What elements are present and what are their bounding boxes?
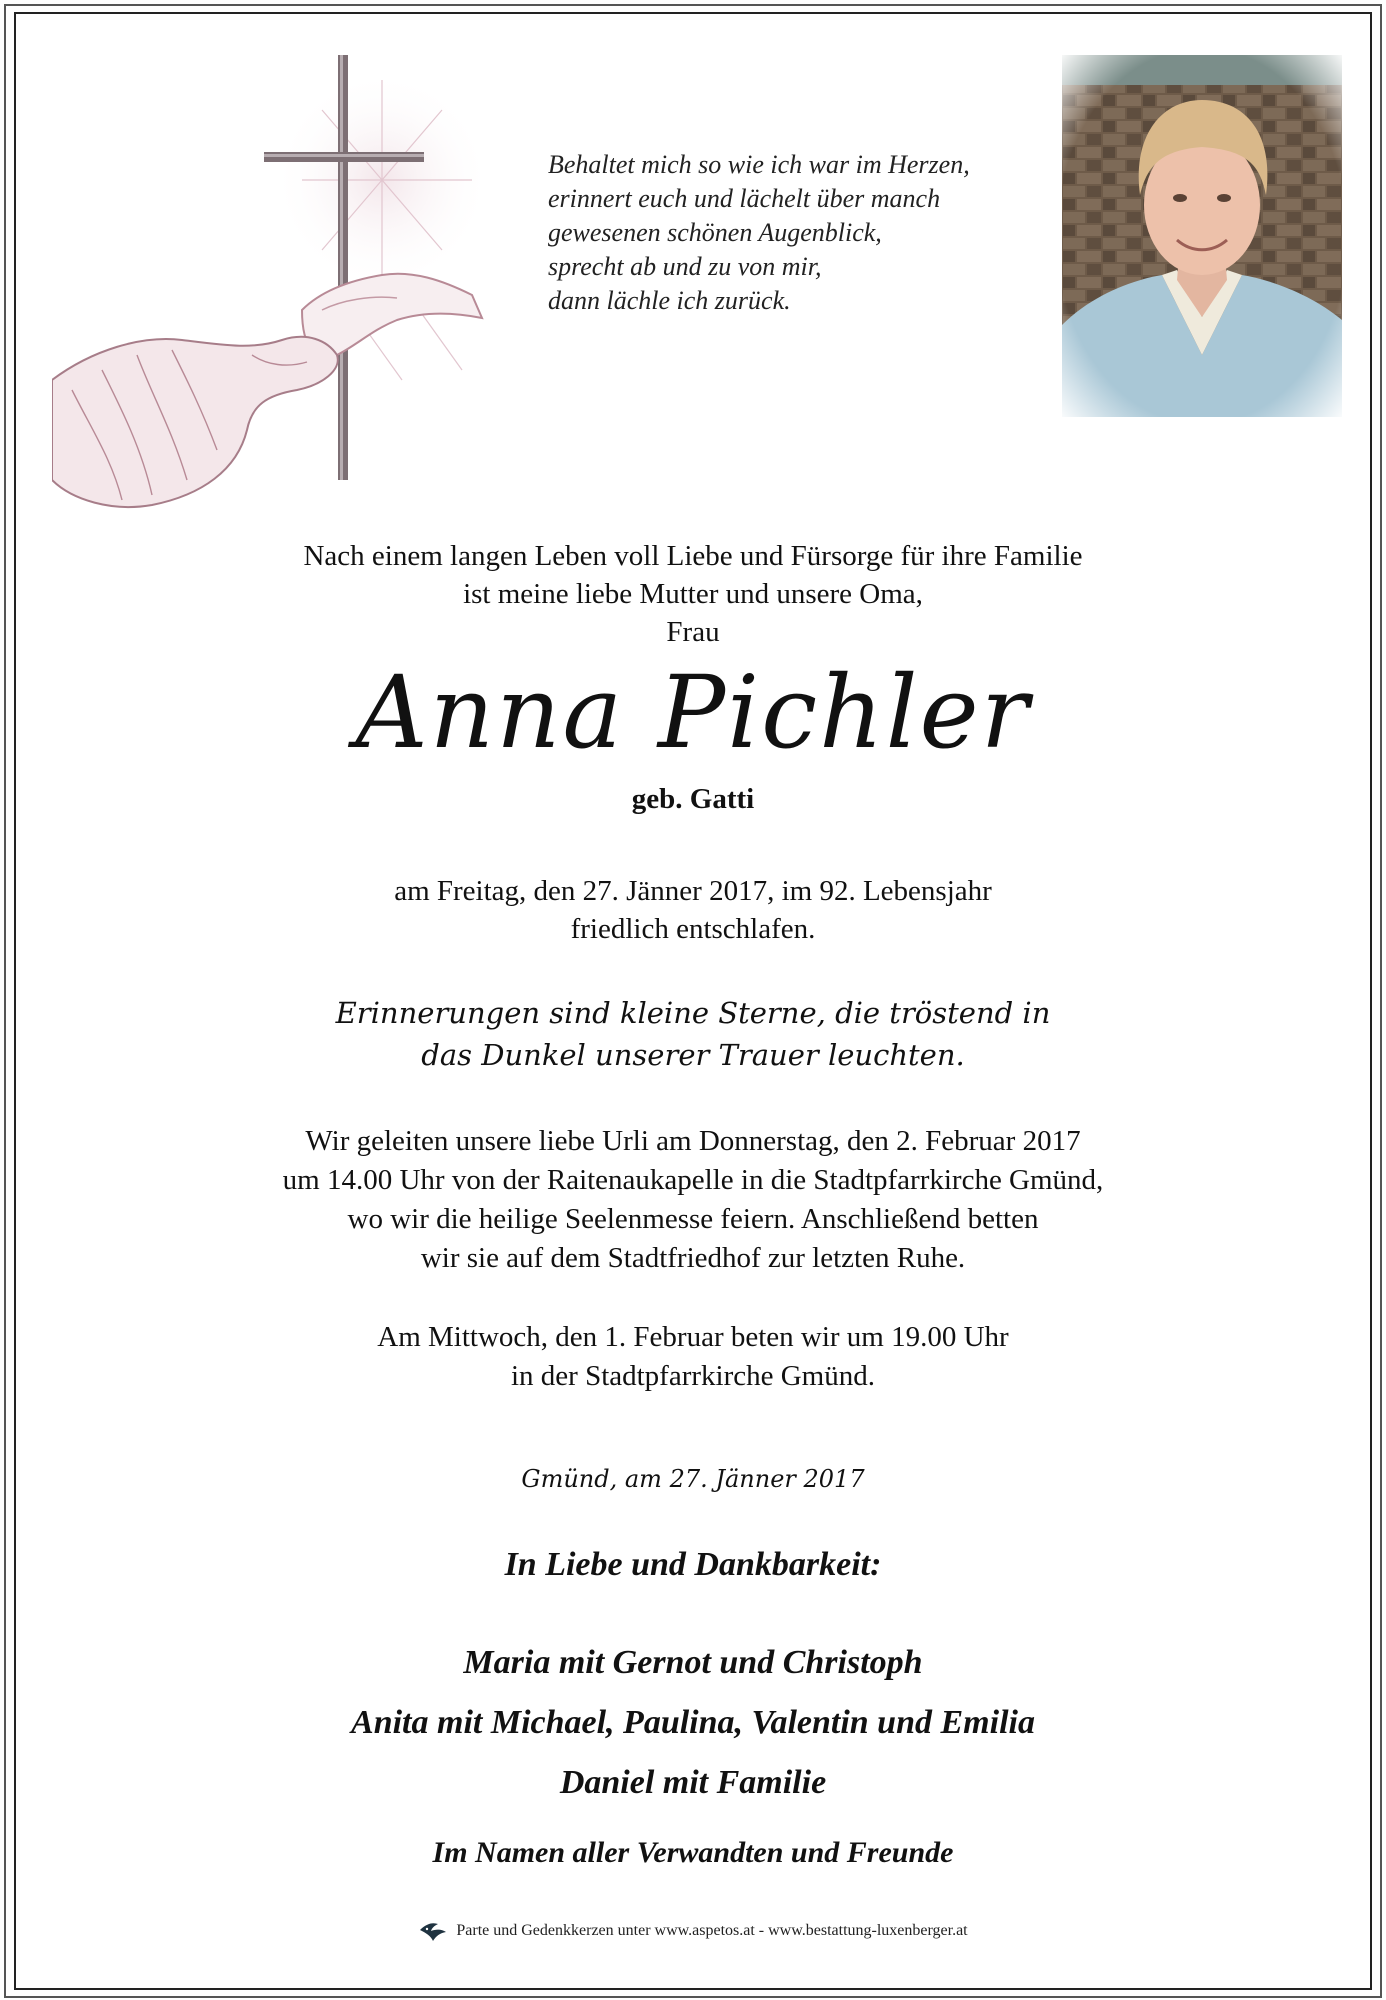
intro-text [0, 537, 1386, 651]
family-line: Daniel mit Familie [559, 1764, 827, 1801]
intro-line: ist meine liebe Mutter und unsere Oma, [463, 578, 923, 610]
intro-line: Nach einem langen Leben voll Liebe und Fürsorge für ihre Familie [303, 540, 1083, 572]
death-notice [0, 872, 1386, 948]
prayer-line: in der Stadtpfarrkirche Gmünd. [510, 1360, 875, 1392]
cross-with-hands-icon [52, 50, 522, 530]
prayer-line: Am Mittwoch, den 1. Februar beten wir um 19.00 Uhr [377, 1321, 1009, 1353]
quote-line: Erinnerungen sind kleine Sterne, die tröstend in [335, 996, 1051, 1030]
funeral-line: um 14.00 Uhr von der Raitenaukapelle in die Stadtpfarrkirche Gmünd, [282, 1164, 1104, 1196]
death-line: am Freitag, den 27. Jänner 2017, im 92. Lebensjahr [394, 875, 992, 907]
closing-line: Im Namen aller Verwandten und Freunde [432, 1836, 954, 1869]
bird-logo-icon [418, 1918, 448, 1944]
family-list [0, 1633, 1386, 1813]
funeral-details [0, 1122, 1386, 1278]
footer [0, 1918, 1386, 1944]
funeral-line: wir sie auf dem Stadtfriedhof zur letzten Ruhe. [420, 1242, 966, 1274]
funeral-line: Wir geleiten unsere liebe Urli am Donnerstag, den 2. Februar 2017 [305, 1125, 1081, 1157]
family-line: Maria mit Gernot und Christoph [463, 1644, 923, 1681]
intro-line: Frau [666, 616, 720, 648]
thanks-heading: In Liebe und Dankbarkeit: [504, 1546, 882, 1583]
portrait-photo [1062, 55, 1342, 417]
memorial-quote [0, 992, 1386, 1076]
poem-line: Behaltet mich so wie ich war im Herzen, [548, 150, 970, 179]
poem-line: erinnert euch und lächelt über manch [548, 184, 941, 213]
funeral-line: wo wir die heilige Seelenmesse feiern. Anschließend betten [347, 1203, 1039, 1235]
quote-line: das Dunkel unserer Trauer leuchten. [421, 1038, 965, 1072]
place-date: Gmünd, am 27. Jänner 2017 [521, 1465, 865, 1493]
family-line: Anita mit Michael, Paulina, Valentin und Emilia [351, 1704, 1035, 1741]
prayer-details [0, 1318, 1386, 1396]
poem-line: sprecht ab und zu von mir, [548, 252, 822, 281]
footer-text: Parte und Gedenkkerzen unter www.aspetos.at - www.bestattung-luxenberger.at [456, 1922, 968, 1939]
poem [548, 148, 1048, 318]
deceased-name: Anna Pichler [355, 654, 1031, 771]
poem-line: dann lächle ich zurück. [548, 286, 791, 315]
death-line: friedlich entschlafen. [570, 913, 816, 945]
maiden-name: geb. Gatti [631, 783, 755, 815]
poem-line: gewesenen schönen Augenblick, [548, 218, 882, 247]
